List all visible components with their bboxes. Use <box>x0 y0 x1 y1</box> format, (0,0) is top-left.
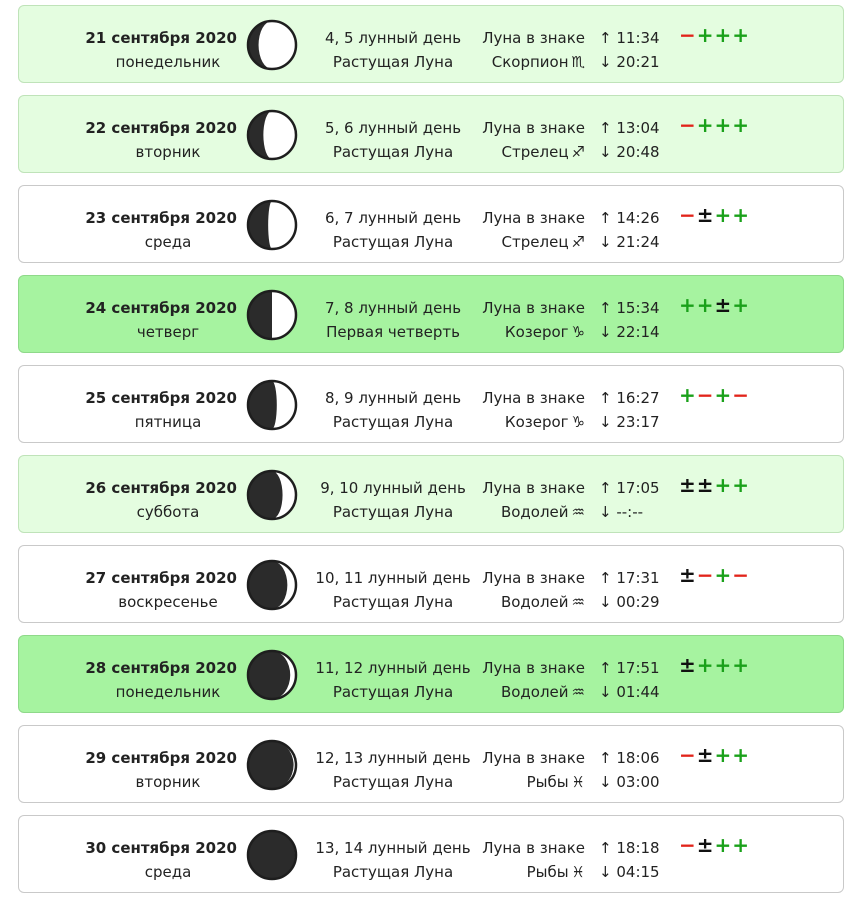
date-label: 22 сентября 2020 <box>85 119 237 137</box>
activity-mark: ± <box>714 293 733 317</box>
zodiac-column <box>475 26 585 74</box>
activity-mark: − <box>679 833 697 857</box>
date-label: 26 сентября 2020 <box>85 479 237 497</box>
moon-phase-icon <box>246 829 298 881</box>
zodiac-name: Козерог <box>504 323 569 341</box>
sign-caption: Луна в знаке <box>482 389 585 407</box>
moon-phase-label: Растущая Луна <box>332 863 454 881</box>
activity-mark: + <box>714 383 733 407</box>
set-time-value: 20:48 <box>616 143 660 161</box>
activity-marks <box>679 833 750 857</box>
activity-marks <box>679 653 750 677</box>
activity-mark: + <box>696 113 715 137</box>
zodiac-name: Рыбы <box>526 863 569 881</box>
set-time-value: 21:24 <box>616 233 660 251</box>
rise-time-value: 14:26 <box>616 209 660 227</box>
weekday-label: среда <box>144 863 192 881</box>
rise-set-column <box>599 476 679 524</box>
date-column <box>19 116 237 164</box>
zodiac-sign <box>475 860 585 884</box>
moonset-time <box>599 50 679 74</box>
lunar-day-label: 9, 10 лунный день <box>320 479 466 497</box>
zodiac-sign <box>475 320 585 344</box>
set-arrow-icon: ↓ <box>599 593 612 611</box>
activity-mark: ± <box>696 203 715 227</box>
date-column <box>19 836 237 884</box>
date-label: 24 сентября 2020 <box>85 299 237 317</box>
moonrise-time <box>599 26 679 50</box>
moon-phase-label: Растущая Луна <box>332 593 454 611</box>
set-time-value: 20:21 <box>616 53 660 71</box>
day-row <box>18 545 844 623</box>
moonset-time <box>599 320 679 344</box>
rise-arrow-icon: ↑ <box>599 659 612 677</box>
weekday-label: среда <box>144 233 192 251</box>
activity-mark: + <box>714 563 733 587</box>
rise-time-value: 17:51 <box>616 659 660 677</box>
moonset-time <box>599 410 679 434</box>
rise-arrow-icon: ↑ <box>599 569 612 587</box>
moonset-time <box>599 590 679 614</box>
activity-marks <box>679 473 750 497</box>
day-row <box>18 275 844 353</box>
zodiac-column <box>475 206 585 254</box>
activity-marks <box>679 293 750 317</box>
rise-arrow-icon: ↑ <box>599 209 612 227</box>
moon-phase-label: Растущая Луна <box>332 683 454 701</box>
rise-set-column <box>599 296 679 344</box>
activity-marks <box>679 383 750 407</box>
set-time-value: 00:29 <box>616 593 660 611</box>
weekday-label: понедельник <box>115 683 221 701</box>
zodiac-icon: ♒ <box>571 593 585 611</box>
rise-arrow-icon: ↑ <box>599 299 612 317</box>
weekday-label: суббота <box>136 503 200 521</box>
rise-time-value: 13:04 <box>616 119 660 137</box>
rise-time-value: 15:34 <box>616 299 660 317</box>
set-time-value: 03:00 <box>616 773 660 791</box>
lunar-day-column <box>293 656 493 704</box>
lunar-day-label: 12, 13 лунный день <box>315 749 471 767</box>
set-arrow-icon: ↓ <box>599 503 612 521</box>
zodiac-name: Рыбы <box>526 773 569 791</box>
moon-phase-label: Растущая Луна <box>332 143 454 161</box>
activity-marks <box>679 563 750 587</box>
weekday-label: воскресенье <box>118 593 218 611</box>
date-column <box>19 296 237 344</box>
zodiac-icon: ♏ <box>571 53 585 71</box>
set-arrow-icon: ↓ <box>599 773 612 791</box>
day-row <box>18 185 844 263</box>
zodiac-icon: ♒ <box>571 683 585 701</box>
lunar-day-column <box>293 476 493 524</box>
lunar-day-label: 5, 6 лунный день <box>324 119 462 137</box>
zodiac-column <box>475 386 585 434</box>
weekday-label: четверг <box>136 323 200 341</box>
activity-mark: − <box>732 383 751 407</box>
moonset-time <box>599 500 679 524</box>
moon-phase-icon <box>246 469 298 521</box>
rise-set-column <box>599 116 679 164</box>
rise-set-column <box>599 836 679 884</box>
moonset-time <box>599 680 679 704</box>
date-column <box>19 656 237 704</box>
rise-arrow-icon: ↑ <box>599 29 612 47</box>
rise-set-column <box>599 656 679 704</box>
zodiac-column <box>475 836 585 884</box>
day-row <box>18 455 844 533</box>
activity-mark: + <box>732 203 751 227</box>
activity-mark: ± <box>696 833 715 857</box>
date-label: 29 сентября 2020 <box>85 749 237 767</box>
activity-mark: + <box>732 293 751 317</box>
activity-marks <box>679 23 750 47</box>
weekday-label: вторник <box>135 773 201 791</box>
date-column <box>19 746 237 794</box>
moon-phase-label: Первая четверть <box>326 323 460 341</box>
activity-mark: + <box>732 743 751 767</box>
date-label: 27 сентября 2020 <box>85 569 237 587</box>
date-label: 23 сентября 2020 <box>85 209 237 227</box>
activity-marks <box>679 743 750 767</box>
zodiac-column <box>475 656 585 704</box>
zodiac-column <box>475 566 585 614</box>
sign-caption: Луна в знаке <box>482 119 585 137</box>
sign-caption: Луна в знаке <box>482 479 585 497</box>
moon-shadow <box>248 291 272 339</box>
rise-arrow-icon: ↑ <box>599 479 612 497</box>
set-arrow-icon: ↓ <box>599 863 612 881</box>
date-column <box>19 206 237 254</box>
day-row <box>18 815 844 893</box>
weekday-label: вторник <box>135 143 201 161</box>
sign-caption: Луна в знаке <box>482 299 585 317</box>
zodiac-icon: ♓ <box>571 863 585 881</box>
moonrise-time <box>599 206 679 230</box>
activity-mark: + <box>714 203 733 227</box>
lunar-day-label: 4, 5 лунный день <box>324 29 462 47</box>
moon-phase-label: Растущая Луна <box>332 413 454 431</box>
lunar-day-column <box>293 26 493 74</box>
zodiac-name: Скорпион <box>491 53 569 71</box>
weekday-label: пятница <box>134 413 202 431</box>
activity-mark: + <box>696 293 715 317</box>
activity-mark: + <box>696 653 715 677</box>
zodiac-sign <box>475 230 585 254</box>
set-time-value: --:-- <box>616 503 644 521</box>
zodiac-column <box>475 746 585 794</box>
zodiac-sign <box>475 50 585 74</box>
activity-mark: + <box>714 473 733 497</box>
set-arrow-icon: ↓ <box>599 323 612 341</box>
set-arrow-icon: ↓ <box>599 413 612 431</box>
activity-mark: − <box>696 383 715 407</box>
zodiac-column <box>475 296 585 344</box>
activity-mark: + <box>732 113 751 137</box>
zodiac-icon: ♐ <box>571 233 585 251</box>
activity-mark: − <box>679 113 697 137</box>
sign-caption: Луна в знаке <box>482 659 585 677</box>
moon-phase-icon <box>246 739 298 791</box>
activity-mark: + <box>679 293 697 317</box>
date-label: 28 сентября 2020 <box>85 659 237 677</box>
activity-mark: + <box>732 833 751 857</box>
rise-time-value: 18:18 <box>616 839 660 857</box>
moon-phase-icon <box>246 559 298 611</box>
zodiac-name: Стрелец <box>501 233 569 251</box>
day-row <box>18 725 844 803</box>
rise-time-value: 17:05 <box>616 479 660 497</box>
set-time-value: 23:17 <box>616 413 660 431</box>
moon-phase-icon <box>246 289 298 341</box>
lunar-day-column <box>293 206 493 254</box>
set-time-value: 01:44 <box>616 683 660 701</box>
activity-mark: + <box>714 113 733 137</box>
zodiac-column <box>475 476 585 524</box>
activity-mark: − <box>696 563 715 587</box>
rise-arrow-icon: ↑ <box>599 389 612 407</box>
date-column <box>19 26 237 74</box>
moonrise-time <box>599 116 679 140</box>
set-time-value: 04:15 <box>616 863 660 881</box>
rise-time-value: 16:27 <box>616 389 660 407</box>
activity-mark: − <box>679 743 697 767</box>
lunar-day-label: 13, 14 лунный день <box>315 839 471 857</box>
rise-time-value: 11:34 <box>616 29 660 47</box>
zodiac-icon: ♑ <box>571 323 585 341</box>
day-row <box>18 5 844 83</box>
zodiac-name: Козерог <box>504 413 569 431</box>
moonset-time <box>599 770 679 794</box>
date-label: 25 сентября 2020 <box>85 389 237 407</box>
day-row <box>18 95 844 173</box>
activity-mark: + <box>714 23 733 47</box>
moonrise-time <box>599 746 679 770</box>
rise-time-value: 17:31 <box>616 569 660 587</box>
activity-mark: + <box>679 383 697 407</box>
activity-mark: + <box>732 473 751 497</box>
date-column <box>19 386 237 434</box>
sign-caption: Луна в знаке <box>482 839 585 857</box>
moonrise-time <box>599 296 679 320</box>
set-arrow-icon: ↓ <box>599 143 612 161</box>
date-column <box>19 566 237 614</box>
zodiac-icon: ♐ <box>571 143 585 161</box>
rise-arrow-icon: ↑ <box>599 749 612 767</box>
moon-phase-icon <box>246 649 298 701</box>
zodiac-sign <box>475 410 585 434</box>
moon-phase-icon <box>246 199 298 251</box>
activity-mark: + <box>714 653 733 677</box>
zodiac-icon: ♑ <box>571 413 585 431</box>
zodiac-column <box>475 116 585 164</box>
activity-mark: ± <box>696 473 715 497</box>
activity-mark: ± <box>696 743 715 767</box>
moon-phase-label: Растущая Луна <box>332 773 454 791</box>
sign-caption: Луна в знаке <box>482 29 585 47</box>
activity-mark: ± <box>679 473 697 497</box>
weekday-label: понедельник <box>115 53 221 71</box>
set-arrow-icon: ↓ <box>599 683 612 701</box>
activity-mark: − <box>679 23 697 47</box>
moon-phase-label: Растущая Луна <box>332 233 454 251</box>
date-label: 21 сентября 2020 <box>85 29 237 47</box>
lunar-day-column <box>293 116 493 164</box>
zodiac-sign <box>475 140 585 164</box>
lunar-day-column <box>293 746 493 794</box>
moonset-time <box>599 140 679 164</box>
moonset-time <box>599 860 679 884</box>
rise-time-value: 18:06 <box>616 749 660 767</box>
lunar-day-label: 8, 9 лунный день <box>324 389 462 407</box>
activity-mark: + <box>732 653 751 677</box>
zodiac-sign <box>475 590 585 614</box>
rise-set-column <box>599 566 679 614</box>
activity-mark: − <box>732 563 751 587</box>
rise-arrow-icon: ↑ <box>599 119 612 137</box>
activity-mark: ± <box>679 563 697 587</box>
lunar-day-column <box>293 836 493 884</box>
rise-set-column <box>599 206 679 254</box>
activity-marks <box>679 203 750 227</box>
rise-set-column <box>599 26 679 74</box>
rise-arrow-icon: ↑ <box>599 839 612 857</box>
rise-set-column <box>599 386 679 434</box>
moonrise-time <box>599 566 679 590</box>
date-label: 30 сентября 2020 <box>85 839 237 857</box>
lunar-day-label: 10, 11 лунный день <box>315 569 471 587</box>
moon-phase-icon <box>246 19 298 71</box>
moonset-time <box>599 230 679 254</box>
lunar-day-column <box>293 386 493 434</box>
rise-set-column <box>599 746 679 794</box>
set-arrow-icon: ↓ <box>599 233 612 251</box>
zodiac-name: Водолей <box>500 593 569 611</box>
moon-phase-label: Растущая Луна <box>332 503 454 521</box>
zodiac-name: Стрелец <box>501 143 569 161</box>
moon-shadow <box>248 381 277 429</box>
activity-mark: ± <box>679 653 697 677</box>
day-row <box>18 635 844 713</box>
sign-caption: Луна в знаке <box>482 749 585 767</box>
activity-mark: + <box>696 23 715 47</box>
zodiac-sign <box>475 770 585 794</box>
day-row <box>18 365 844 443</box>
activity-mark: + <box>732 23 751 47</box>
zodiac-sign <box>475 680 585 704</box>
set-arrow-icon: ↓ <box>599 53 612 71</box>
sign-caption: Луна в знаке <box>482 569 585 587</box>
zodiac-icon: ♒ <box>571 503 585 521</box>
sign-caption: Луна в знаке <box>482 209 585 227</box>
moonrise-time <box>599 656 679 680</box>
zodiac-name: Водолей <box>500 503 569 521</box>
zodiac-icon: ♓ <box>571 773 585 791</box>
moon-phase-label: Растущая Луна <box>332 53 454 71</box>
activity-marks <box>679 113 750 137</box>
lunar-day-label: 7, 8 лунный день <box>324 299 462 317</box>
activity-mark: + <box>714 743 733 767</box>
date-column <box>19 476 237 524</box>
moonrise-time <box>599 836 679 860</box>
zodiac-name: Водолей <box>500 683 569 701</box>
activity-mark: + <box>714 833 733 857</box>
set-time-value: 22:14 <box>616 323 660 341</box>
lunar-day-column <box>293 566 493 614</box>
lunar-day-column <box>293 296 493 344</box>
lunar-day-label: 11, 12 лунный день <box>315 659 471 677</box>
moonrise-time <box>599 386 679 410</box>
zodiac-sign <box>475 500 585 524</box>
moon-phase-icon <box>246 379 298 431</box>
moon-phase-icon <box>246 109 298 161</box>
lunar-day-label: 6, 7 лунный день <box>324 209 462 227</box>
activity-mark: − <box>679 203 697 227</box>
moonrise-time <box>599 476 679 500</box>
